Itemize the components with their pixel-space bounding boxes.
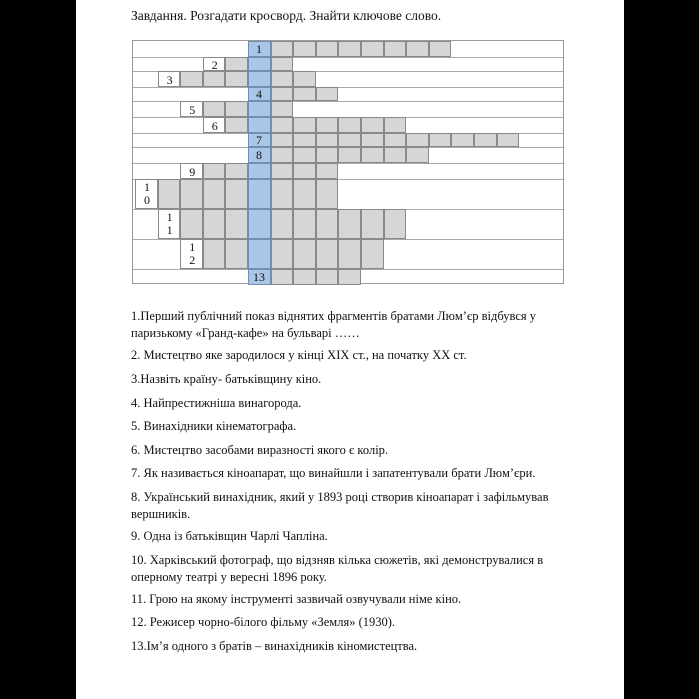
clue-number-box [180, 163, 203, 179]
clue-number: 9 [189, 164, 196, 179]
clue-number-box [248, 87, 271, 101]
clue-8: 8. Український винахідник, який у 1893 році створив кіноапарат і зафільмував вершників. [131, 490, 549, 521]
clue-number: 5 [189, 102, 196, 117]
letter-cell[interactable] [338, 133, 361, 147]
letter-cell[interactable] [271, 133, 294, 147]
letter-cell[interactable] [384, 41, 407, 57]
clue-13: 13.Ім’я одного з братів – винахідників кіномистецтва. [131, 639, 418, 653]
letter-cell[interactable] [180, 179, 203, 209]
clue-12: 12. Режисер чорно-білого фільму «Земля» (1930). [131, 615, 396, 629]
clue-number-box [158, 71, 181, 87]
key-letter-cell[interactable] [248, 209, 271, 239]
letter-cell[interactable] [316, 269, 339, 285]
letter-cell[interactable] [293, 179, 316, 209]
letter-cell[interactable] [271, 87, 294, 101]
clue-number: 1 [256, 41, 262, 56]
letter-cell[interactable] [203, 239, 226, 269]
crossword-grid [132, 40, 564, 284]
letter-cell[interactable] [271, 101, 294, 117]
letter-cell[interactable] [293, 117, 316, 133]
letter-cell[interactable] [451, 133, 474, 147]
letter-cell[interactable] [203, 71, 226, 87]
letter-cell[interactable] [338, 147, 361, 163]
letter-cell[interactable] [203, 163, 226, 179]
clue-number: 1 2 [189, 240, 196, 267]
letter-cell[interactable] [180, 71, 203, 87]
letter-cell[interactable] [203, 101, 226, 117]
letter-cell[interactable] [271, 117, 294, 133]
letter-cell[interactable] [293, 87, 316, 101]
letter-cell[interactable] [271, 179, 294, 209]
letter-cell[interactable] [338, 117, 361, 133]
clue-number-box [203, 57, 226, 71]
letter-cell[interactable] [293, 41, 316, 57]
clue-7: 7. Як називається кіноапарат, що винайшли і запатентували брати Люм’єри. [131, 466, 536, 480]
clue-number: 2 [211, 57, 218, 72]
clue-number-box [158, 209, 181, 239]
letter-cell[interactable] [361, 117, 384, 133]
crossword-row-7 [133, 133, 563, 147]
key-letter-cell[interactable] [248, 57, 271, 71]
clue-number-box [180, 101, 203, 117]
letter-cell[interactable] [361, 41, 384, 57]
letter-cell[interactable] [293, 163, 316, 179]
letter-cell[interactable] [406, 41, 429, 57]
clue-number-box [248, 269, 271, 285]
letter-cell[interactable] [316, 239, 339, 269]
letter-cell[interactable] [316, 147, 339, 163]
crossword-row-10 [133, 179, 563, 209]
key-letter-cell[interactable] [248, 71, 271, 87]
letter-cell[interactable] [384, 209, 407, 239]
clue-6: 6. Мистецтво засобами виразності якого є колір. [131, 443, 389, 457]
letter-cell[interactable] [384, 117, 407, 133]
letter-cell[interactable] [338, 41, 361, 57]
clue-number: 4 [256, 86, 262, 101]
letter-cell[interactable] [338, 269, 361, 285]
letter-cell[interactable] [429, 41, 452, 57]
crossword-row-1 [133, 41, 563, 57]
crossword-row-3 [133, 71, 563, 87]
letter-cell[interactable] [271, 209, 294, 239]
letter-cell[interactable] [316, 117, 339, 133]
letter-cell[interactable] [225, 163, 248, 179]
key-letter-cell[interactable] [248, 239, 271, 269]
crossword-row-12 [133, 239, 563, 269]
letter-cell[interactable] [316, 209, 339, 239]
task-title: Завдання. Розгадати кросворд. Знайти ключове слово. [131, 8, 442, 23]
letter-cell[interactable] [316, 133, 339, 147]
clue-2: 2. Мистецтво яке зародилося у кінці ХІХ ст., на початку ХХ ст. [131, 348, 467, 362]
crossword-row-11 [133, 209, 563, 239]
clue-number: 13 [253, 269, 265, 284]
letter-cell[interactable] [361, 239, 384, 269]
letter-cell[interactable] [361, 147, 384, 163]
letter-cell[interactable] [271, 163, 294, 179]
letter-cell[interactable] [384, 133, 407, 147]
key-letter-cell[interactable] [248, 101, 271, 117]
letter-cell[interactable] [271, 71, 294, 87]
letter-cell[interactable] [225, 179, 248, 209]
letter-cell[interactable] [316, 41, 339, 57]
letter-cell[interactable] [338, 209, 361, 239]
crossword-row-8 [133, 147, 563, 163]
letter-cell[interactable] [203, 179, 226, 209]
letter-cell[interactable] [225, 239, 248, 269]
crossword-row-13 [133, 269, 563, 285]
letter-cell[interactable] [429, 133, 452, 147]
clue-number: 6 [211, 118, 218, 133]
letter-cell[interactable] [293, 239, 316, 269]
letter-cell[interactable] [316, 179, 339, 209]
worksheet-page [76, 0, 624, 699]
letter-cell[interactable] [225, 57, 248, 71]
clue-1: 1.Перший публічний показ віднятих фрагментів братами Люм’єр відбувся у паризькому «Гранд-кафе» на бульварі …… [131, 309, 537, 340]
letter-cell[interactable] [474, 133, 497, 147]
clue-9: 9. Одна із батьківщин Чарлі Чапліна. [131, 529, 328, 543]
letter-cell[interactable] [225, 117, 248, 133]
letter-cell[interactable] [338, 239, 361, 269]
crossword-row-4 [133, 87, 563, 101]
letter-cell[interactable] [225, 101, 248, 117]
letter-cell[interactable] [271, 41, 294, 57]
letter-cell[interactable] [180, 209, 203, 239]
clue-10: 10. Харківський фотограф, що відзняв кілька сюжетів, які демонструвалися в оперному театрі у вересні 1896 року. [131, 553, 544, 584]
clue-11: 11. Грою на якому інструменті зазвичай озвучували німе кіно. [131, 592, 462, 606]
letter-cell[interactable] [225, 71, 248, 87]
key-letter-cell[interactable] [248, 163, 271, 179]
letter-cell[interactable] [271, 147, 294, 163]
clue-number: 3 [166, 72, 173, 87]
clue-number: 7 [256, 132, 262, 147]
letter-cell[interactable] [158, 179, 181, 209]
clue-number: 1 0 [144, 180, 150, 207]
clue-number-box [135, 179, 158, 209]
clue-5: 5. Винахідники кінематографа. [131, 419, 297, 433]
letter-cell[interactable] [406, 133, 429, 147]
letter-cell[interactable] [293, 209, 316, 239]
letter-cell[interactable] [271, 239, 294, 269]
clue-3: 3.Назвіть країну- батьківщину кіно. [131, 372, 322, 386]
letter-cell[interactable] [293, 269, 316, 285]
clue-4: 4. Найпрестижніша винагорода. [131, 396, 302, 410]
letter-cell[interactable] [293, 147, 316, 163]
letter-cell[interactable] [293, 133, 316, 147]
key-letter-cell[interactable] [248, 117, 271, 133]
letter-cell[interactable] [497, 133, 520, 147]
clue-number-box [203, 117, 226, 133]
clue-number-box [248, 147, 271, 163]
crossword-row-2 [133, 57, 563, 71]
letter-cell[interactable] [225, 209, 248, 239]
clue-number: 8 [256, 147, 262, 162]
letter-cell[interactable] [361, 133, 384, 147]
letter-cell[interactable] [361, 209, 384, 239]
crossword-row-5 [133, 101, 563, 117]
letter-cell[interactable] [406, 147, 429, 163]
key-letter-cell[interactable] [248, 179, 271, 209]
clue-number-box [248, 41, 271, 57]
crossword-row-6 [133, 117, 563, 133]
letter-cell[interactable] [203, 209, 226, 239]
letter-cell[interactable] [316, 163, 339, 179]
clue-number: 1 1 [166, 210, 173, 237]
clue-number-box [180, 239, 203, 269]
letter-cell[interactable] [271, 269, 294, 285]
clue-number-box [248, 133, 271, 147]
letter-cell[interactable] [384, 147, 407, 163]
letter-cell[interactable] [271, 57, 294, 71]
letter-cell[interactable] [316, 87, 339, 101]
crossword-row-9 [133, 163, 563, 179]
letter-cell[interactable] [293, 71, 316, 87]
